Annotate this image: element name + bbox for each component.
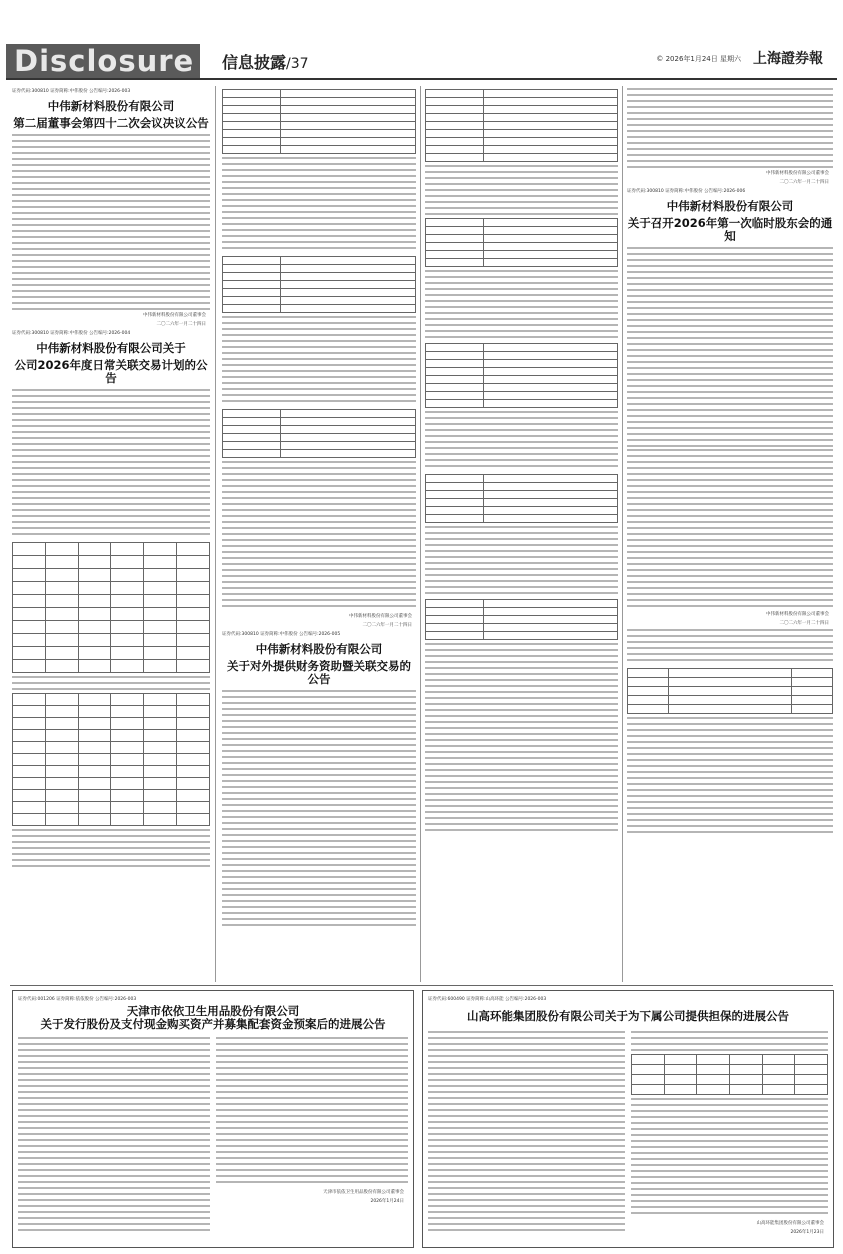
body-text <box>631 1031 828 1051</box>
signature-date: 二〇二六年一月二十四日 <box>779 180 829 185</box>
body-text <box>222 316 416 406</box>
body-text <box>12 676 210 690</box>
stock-codes: 证券代码:600490 证券简称:山高环能 公告编号:2026-003 <box>428 997 547 1002</box>
body-text <box>425 526 618 596</box>
body-text <box>425 270 618 340</box>
company-info-table <box>222 89 416 154</box>
column-3 <box>425 86 618 835</box>
company-info-table <box>222 409 416 458</box>
signature: 中伟新材料股份有限公司董事会 <box>766 171 829 176</box>
signature-date: 二〇二六年一月二十四日 <box>156 322 206 327</box>
guarantee-table <box>631 1054 828 1095</box>
section-name: 信息披露 <box>222 53 287 72</box>
stock-codes: 证券代码:300810 证券简称:中伟股份 公告编号:2026-006 <box>627 189 746 194</box>
signature-date: 2026年1月23日 <box>790 1230 824 1235</box>
signature: 中伟新材料股份有限公司董事会 <box>766 612 829 617</box>
signature: 天津市依依卫生用品股份有限公司董事会 <box>323 1190 404 1195</box>
announcement-title: 关于发行股份及支付现金购买资产并募集配套资金预案后的进展公告 <box>40 1017 386 1031</box>
body-text <box>425 411 618 471</box>
subsidiary-info-table <box>425 343 618 408</box>
signature-date: 二〇二六年一月二十四日 <box>362 623 412 628</box>
body-text <box>631 1098 828 1218</box>
stock-codes: 证券代码:300810 证券简称:中伟股份 公告编号:2026-003 <box>12 89 131 94</box>
announcement-title: 山高环能集团股份有限公司关于为下属公司提供担保的进展公告 <box>467 1009 789 1023</box>
column-divider <box>622 86 623 982</box>
signature: 中伟新材料股份有限公司董事会 <box>143 313 206 318</box>
stock-codes: 证券代码:001206 证券简称:依依股份 公告编号:2026-003 <box>18 997 137 1002</box>
announcement-box-right <box>422 990 834 1248</box>
announcement-title: 第二届董事会第四十二次会议决议公告 <box>13 116 209 130</box>
body-text <box>428 1031 625 1231</box>
subsidiary-info-table <box>425 599 618 640</box>
column-1 <box>12 86 210 871</box>
body-text <box>627 717 833 837</box>
body-text <box>12 134 210 310</box>
announcement-title: 关于对外提供财务资助暨关联交易的公告 <box>227 659 411 686</box>
page-header <box>0 0 843 76</box>
proxy-voting-table <box>627 668 833 714</box>
signature-date: 2026年1月24日 <box>370 1199 404 1204</box>
body-text <box>18 1037 210 1235</box>
issue-date: © 2026年1月24日 星期六 <box>656 55 741 63</box>
stock-codes: 证券代码:300810 证券简称:中伟股份 公告编号:2026-004 <box>12 331 131 336</box>
subsidiary-info-table <box>425 218 618 267</box>
band-divider <box>10 985 833 986</box>
column-divider <box>215 86 216 982</box>
body-text <box>425 643 618 833</box>
body-text <box>627 88 833 168</box>
announcement-title: 中伟新材料股份有限公司关于 <box>36 341 186 355</box>
announcement-company: 中伟新材料股份有限公司 <box>666 199 794 213</box>
announcement-box-left <box>12 990 414 1248</box>
body-text <box>222 461 416 611</box>
company-info-table <box>222 256 416 313</box>
body-text <box>627 247 833 447</box>
related-transaction-table <box>12 542 210 673</box>
page-number: /37 <box>286 56 309 72</box>
body-text <box>425 165 618 215</box>
announcement-company: 天津市依依卫生用品股份有限公司 <box>126 1004 300 1018</box>
body-text <box>12 389 210 539</box>
subsidiary-info-table <box>425 89 618 162</box>
column-2 <box>222 86 416 932</box>
column-divider <box>420 86 421 982</box>
body-text <box>627 449 833 609</box>
body-text <box>216 1037 408 1187</box>
announcement-title: 关于召开2026年第一次临时股东会的通知 <box>627 216 833 243</box>
body-text <box>222 157 416 253</box>
body-text <box>12 829 210 869</box>
announcement-title: 公司2026年度日常关联交易计划的公告 <box>14 358 208 385</box>
section-title <box>222 50 309 73</box>
stock-codes: 证券代码:300810 证券简称:中伟股份 公告编号:2026-005 <box>222 632 341 637</box>
column-4 <box>627 86 833 839</box>
signature: 山高环能集团股份有限公司董事会 <box>756 1221 824 1226</box>
header-rule <box>6 78 837 80</box>
subsidiary-info-table <box>425 474 618 523</box>
body-text <box>222 690 416 930</box>
announcement-company: 中伟新材料股份有限公司 <box>47 99 175 113</box>
signature-date: 二〇二六年一月二十四日 <box>779 621 829 626</box>
signature: 中伟新材料股份有限公司董事会 <box>349 614 412 619</box>
announcement-company: 中伟新材料股份有限公司 <box>255 642 383 656</box>
body-text <box>627 629 833 665</box>
related-transaction-table <box>12 693 210 826</box>
newspaper-name: 上海證券報 <box>753 51 823 67</box>
disclosure-banner: Disclosure <box>6 44 200 78</box>
